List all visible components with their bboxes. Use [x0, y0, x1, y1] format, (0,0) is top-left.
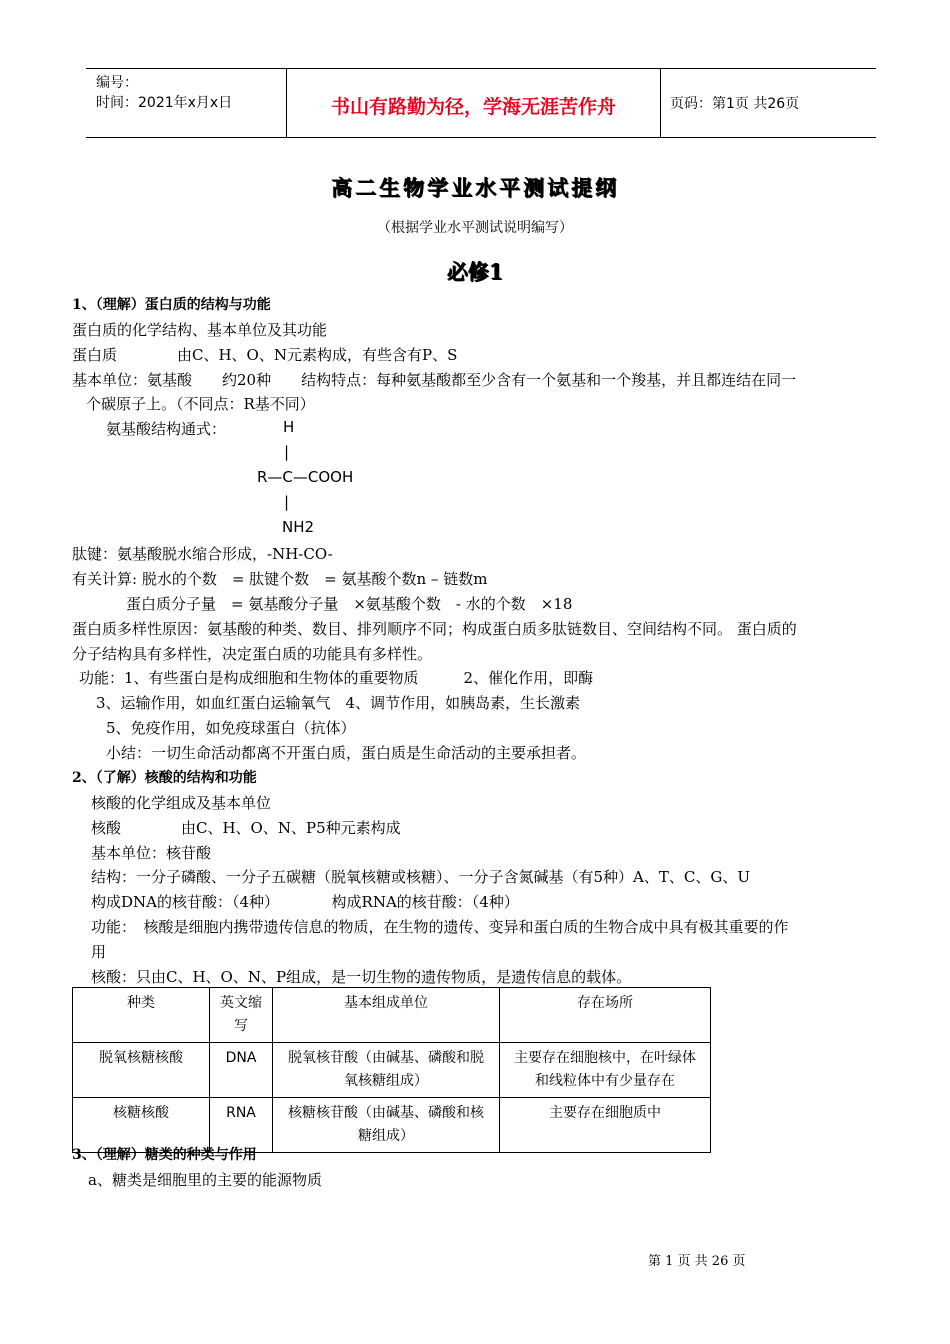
table-cell: 核糖核苷酸（由碱基、磷酸和核糖组成） [273, 1098, 500, 1153]
text-line: 蛋白质的化学结构、基本单位及其功能 [72, 321, 328, 339]
header-divider [660, 69, 661, 137]
table-header-row [73, 988, 711, 1043]
page-header [86, 68, 876, 138]
section-2-heading: 2、（了解）核酸的结构和功能 [72, 770, 257, 786]
table-cell: RNA [210, 1098, 273, 1153]
text-line: 5、免疫作用，如免疫球蛋白（抗体） [106, 719, 356, 737]
text-line: a、糖类是细胞里的主要的能源物质 [88, 1171, 322, 1189]
section-title: 必修1 [446, 259, 504, 284]
text-line: 核酸：只由C、H、O、N、P组成，是一切生物的遗传物质，是遗传信息的载体。 [91, 968, 632, 986]
table-cell: 主要存在细胞核中，在叶绿体和线粒体中有少量存在 [500, 1043, 711, 1098]
text-line: 小结：一切生命活动都离不开蛋白质，蛋白质是生命活动的主要承担者。 [106, 744, 587, 762]
table-cell: 脱氧核苷酸（由碱基、磷酸和脱氧核糖组成） [273, 1043, 500, 1098]
text-line: 蛋白质 由C、H、O、N元素构成，有些含有P、S [72, 346, 458, 364]
table-header-cell: 基本组成单位 [273, 988, 500, 1043]
text-line: 蛋白质多样性原因：氨基酸的种类、数目、排列顺序不同；构成蛋白质多肽链数目、空间结构不同。 蛋白质的 [72, 620, 797, 638]
header-info [96, 73, 232, 113]
table-header-cell: 种类 [73, 988, 210, 1043]
header-page-info: 页码：第1页 共26页 [670, 96, 800, 112]
text-line: 功能：1、有些蛋白是构成细胞和生物体的重要物质 2、催化作用，即酶 [79, 669, 594, 687]
formula-line: NH2 [282, 518, 315, 536]
text-line: 3、运输作用，如血红蛋白运输氧气 4、调节作用，如胰岛素，生长激素 [96, 694, 581, 712]
number-label: 编号： [96, 75, 138, 91]
text-line: 功能： 核酸是细胞内携带遗传信息的物质，在生物的遗传、变异和蛋白质的生物合成中具有极其重要的作 [91, 918, 789, 936]
text-line: 基本单位：氨基酸 约20种 结构特点：每种氨基酸都至少含有一个氨基和一个羧基，并且都连结在同一 [72, 371, 797, 389]
text-line: 结构：一分子磷酸、一分子五碳糖（脱氧核糖或核糖）、一分子含氮碱基（有5种）A、T、C、G、U [91, 868, 750, 886]
section-3-heading: 3、（理解）糖类的种类与作用 [72, 1147, 257, 1163]
text-line: 分子结构具有多样性，决定蛋白质的功能具有多样性。 [72, 645, 433, 663]
document-subtitle: （根据学业水平测试说明编写） [377, 220, 573, 236]
table-row [73, 1043, 711, 1098]
table-cell: 核糖核酸 [73, 1098, 210, 1153]
formula-line: R—C—COOH [257, 468, 354, 486]
text-line: 蛋白质分子量 = 氨基酸分子量 ×氨基酸个数 - 水的个数 ×18 [126, 595, 573, 613]
table-cell: 主要存在细胞质中 [500, 1098, 711, 1153]
table-cell: DNA [210, 1043, 273, 1098]
time-label: 时间：2021年x月x日 [96, 95, 233, 111]
table-cell: 脱氧核糖核酸 [73, 1043, 210, 1098]
text-line: 核酸的化学组成及基本单位 [91, 794, 272, 812]
table-header-cell: 英文缩写 [210, 988, 273, 1043]
text-line: 用 [91, 943, 107, 961]
header-motto: 书山有路勤为径，学海无涯苦作舟 [330, 96, 616, 118]
text-line: 个碳原子上。（不同点：R基不同） [86, 395, 315, 413]
text-line: 有关计算: 脱水的个数 = 肽键个数 = 氨基酸个数n – 链数m [72, 570, 488, 588]
text-line: 构成DNA的核苷酸：（4种） 构成RNA的核苷酸：（4种） [91, 893, 519, 911]
document-title: 高二生物学业水平测试提纲 [331, 175, 619, 200]
formula-line: | [284, 493, 290, 511]
text-line: 基本单位：核苷酸 [91, 844, 212, 862]
page-footer: 第 1 页 共 26 页 [648, 1254, 746, 1269]
table-header-cell: 存在场所 [500, 988, 711, 1043]
text-line: 氨基酸结构通式： [106, 420, 227, 438]
nucleic-acid-table [72, 987, 711, 1153]
text-line: 肽键：氨基酸脱水缩合形成，-NH-CO- [72, 545, 333, 563]
formula-line: | [284, 443, 290, 461]
section-1-heading: 1、（理解）蛋白质的结构与功能 [72, 297, 271, 313]
formula-line: H [283, 418, 295, 436]
text-line: 核酸 由C、H、O、N、P5种元素构成 [91, 819, 401, 837]
